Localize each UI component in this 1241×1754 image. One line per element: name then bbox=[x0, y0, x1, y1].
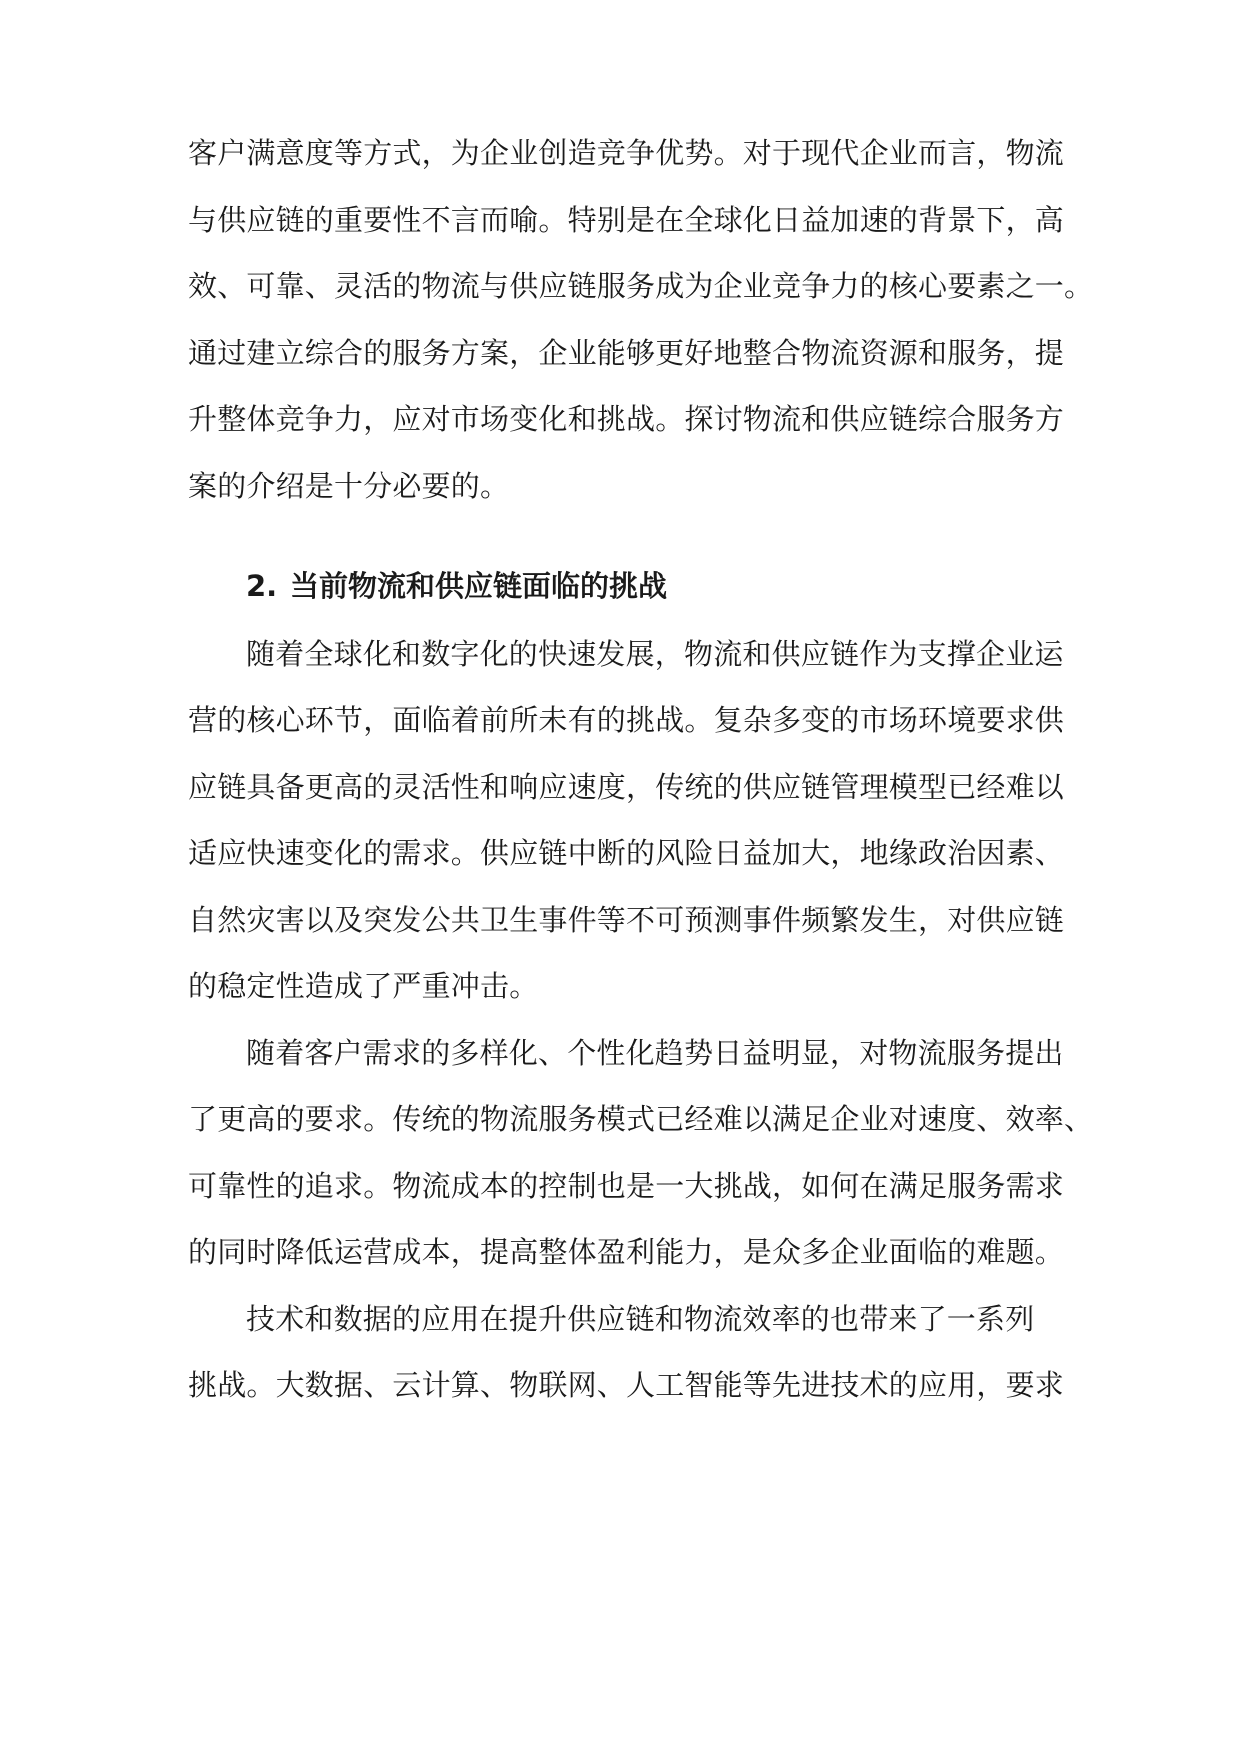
text-line: 自然灾害以及突发公共卫生事件等不可预测事件频繁发生，对供应链 bbox=[188, 903, 1065, 937]
text-line: 了更高的要求。传统的物流服务模式已经难以满足企业对速度、效率、 bbox=[188, 1102, 1094, 1136]
text-line: 通过建立综合的服务方案，企业能够更好地整合物流资源和服务，提 bbox=[188, 336, 1065, 370]
text-line: 应链具备更高的灵活性和响应速度，传统的供应链管理模型已经难以 bbox=[188, 770, 1065, 804]
text-line: 客户满意度等方式，为企业创造竞争优势。对于现代企业而言，物流 bbox=[188, 136, 1065, 170]
text-line: 随着全球化和数字化的快速发展，物流和供应链作为支撑企业运 bbox=[246, 637, 1064, 671]
text-line: 与供应链的重要性不言而喻。特别是在全球化日益加速的背景下，高 bbox=[188, 203, 1065, 237]
section-title: 当前物流和供应链面临的挑战 bbox=[290, 569, 668, 603]
text-line: 效、可靠、灵活的物流与供应链服务成为企业竞争力的核心要素之一。 bbox=[188, 269, 1094, 303]
text-line: 挑战。大数据、云计算、物联网、人工智能等先进技术的应用，要求 bbox=[188, 1368, 1065, 1402]
document-page bbox=[188, 0, 1094, 1754]
text-line: 可靠性的追求。物流成本的控制也是一大挑战，如何在满足服务需求 bbox=[188, 1169, 1065, 1203]
text-line: 案的介绍是十分必要的。 bbox=[188, 469, 510, 503]
section-heading bbox=[246, 564, 667, 608]
text-line: 的同时降低运营成本，提高整体盈利能力，是众多企业面临的难题。 bbox=[188, 1235, 1065, 1269]
text-line: 随着客户需求的多样化、个性化趋势日益明显，对物流服务提出 bbox=[246, 1036, 1064, 1070]
text-line: 营的核心环节，面临着前所未有的挑战。复杂多变的市场环境要求供 bbox=[188, 703, 1065, 737]
text-line: 技术和数据的应用在提升供应链和物流效率的也带来了一系列 bbox=[246, 1302, 1035, 1336]
text-line: 适应快速变化的需求。供应链中断的风险日益加大，地缘政治因素、 bbox=[188, 836, 1065, 870]
section-number: 2. bbox=[246, 569, 278, 603]
text-line: 升整体竞争力，应对市场变化和挑战。探讨物流和供应链综合服务方 bbox=[188, 402, 1065, 436]
text-line: 的稳定性造成了严重冲击。 bbox=[188, 969, 539, 1003]
